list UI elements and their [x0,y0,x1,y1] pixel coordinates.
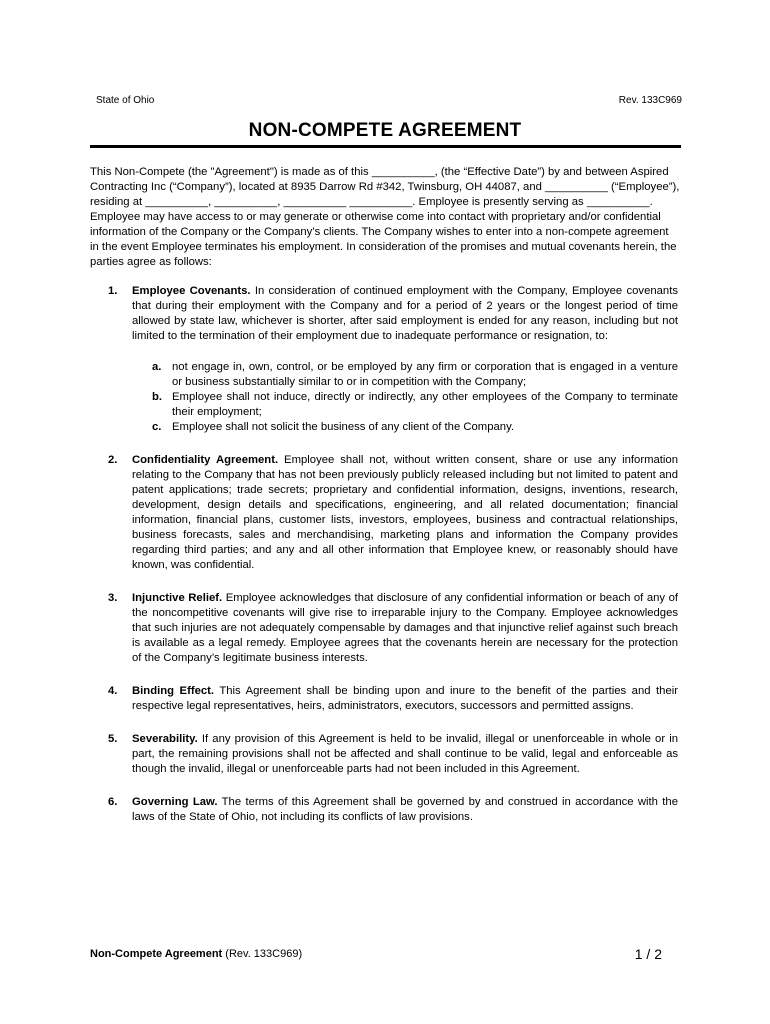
section-number: 2. [108,454,118,466]
subitem-b [132,390,678,420]
section-3 [90,591,680,666]
section-text: If any provision of this Agreement is held to be invalid, illegal or unenforceable in whole or in part, the remaining provisions shall not be affected and shall continue to be valid, legal and enforceable as though the invalid, illegal or unenforceable parts had not been included in this Agreement. [132,733,679,775]
section-title: Severability. [132,733,198,745]
section-title: Governing Law. [132,796,218,808]
section-number: 4. [108,685,118,697]
section-5 [90,732,680,777]
section-number: 1. [108,285,118,297]
section-text: This Agreement shall be binding upon and inure to the benefit of the parties and their respective legal representatives, heirs, administrators, executors, successors and permitted assigns. [132,685,678,712]
footer-revision: (Rev. 133C969) [225,948,303,960]
section-title: Injunctive Relief. [132,592,223,604]
intro-paragraph: This Non-Compete (the "Agreement") is made as of this __________, (the “Effective Date”) by and between Aspired Contracting Inc (“Company”), located at 8935 Darrow Rd #342, Twinsburg, OH 44087, and __________ (“Employee”), residing at __________, __________, __________ __________. Employee is presently serving as __________. Employee may have access to or may generate or otherwise come into contact with proprietary and/or confidential information of the Company or the Company’s clients. The Company wishes to enter into a non-compete agreement in the event Employee terminates his employment. In consideration of the promises and mutual covenants herein, the parties agree as follows: [90,166,680,268]
section-title: Binding Effect. [132,685,215,697]
section-title: Confidentiality Agreement. [132,454,279,466]
document-title: NON-COMPETE AGREEMENT [248,120,522,141]
page-number: 1 / 2 [634,946,662,962]
section-text: In consideration of continued employment with the Company, Employee covenants that during their employment with the Company and for a period of 2 years or the longest period of time allowed by state law, whichever is shorter, after said employment is ended for any reason, including but not limited to the termination of their employment due to inadequate performance or resignation, to: [132,285,678,342]
subitem-text: Employee shall not induce, directly or indirectly, any other employees of the Company to terminate their employment; [172,391,678,418]
section-text: Employee shall not, without written consent, share or use any information relating to the Company that has not been previously publicly released including but not limited to patent and patent applications; trade secrets; proprietary and confidential information, designs, inventions, research, development, design details and specifications, engineering, and all related documentation; financial information, financial plans, customer lists, investors, employees, business and contractual relationships, business forecasts, sales and merchandising, marketing plans and information the Company provides regarding third parties; and any and all other information that Employee knew, or reasonably should have known, was confidential. [132,454,678,571]
subitem-a [132,360,678,390]
section-number: 6. [108,796,118,808]
footer-title: Non-Compete Agreement [90,948,223,960]
subitem-c [132,420,678,435]
revision-label: Rev. 133C969 [618,95,682,106]
section-6 [90,795,680,825]
subitem-list [132,360,678,435]
section-2 [90,453,680,573]
subitem-text: not engage in, own, control, or be employed by any firm or corporation that is engaged in a venture or business substantially similar to or in competition with the Company; [172,361,678,388]
section-text: Employee acknowledges that disclosure of any confidential information or beach of any of the noncompetitive covenants will give rise to irreparable injury to the Company. Employee acknowledges that such injuries are not adequately compensable by damages and that injunctive relief against such breach is available as a legal remedy. Employee agrees that the covenants herein are necessary for the protection of the Company’s legitimate business interests. [132,592,678,664]
state-label: State of Ohio [96,95,155,106]
footer-document-name [90,948,302,960]
document-body [90,165,680,843]
subitem-label: b. [152,391,163,403]
section-title: Employee Covenants. [132,285,251,297]
subitem-label: a. [152,361,162,373]
section-number: 5. [108,733,118,745]
section-number: 3. [108,592,118,604]
subitem-text: Employee shall not solicit the business of any client of the Company. [172,421,515,433]
section-4 [90,684,680,714]
subitem-label: c. [152,421,162,433]
section-1 [90,284,680,435]
section-text: The terms of this Agreement shall be governed by and construed in accordance with the laws of the State of Ohio, not including its conflicts of law provisions. [132,796,678,823]
title-divider [90,145,681,148]
